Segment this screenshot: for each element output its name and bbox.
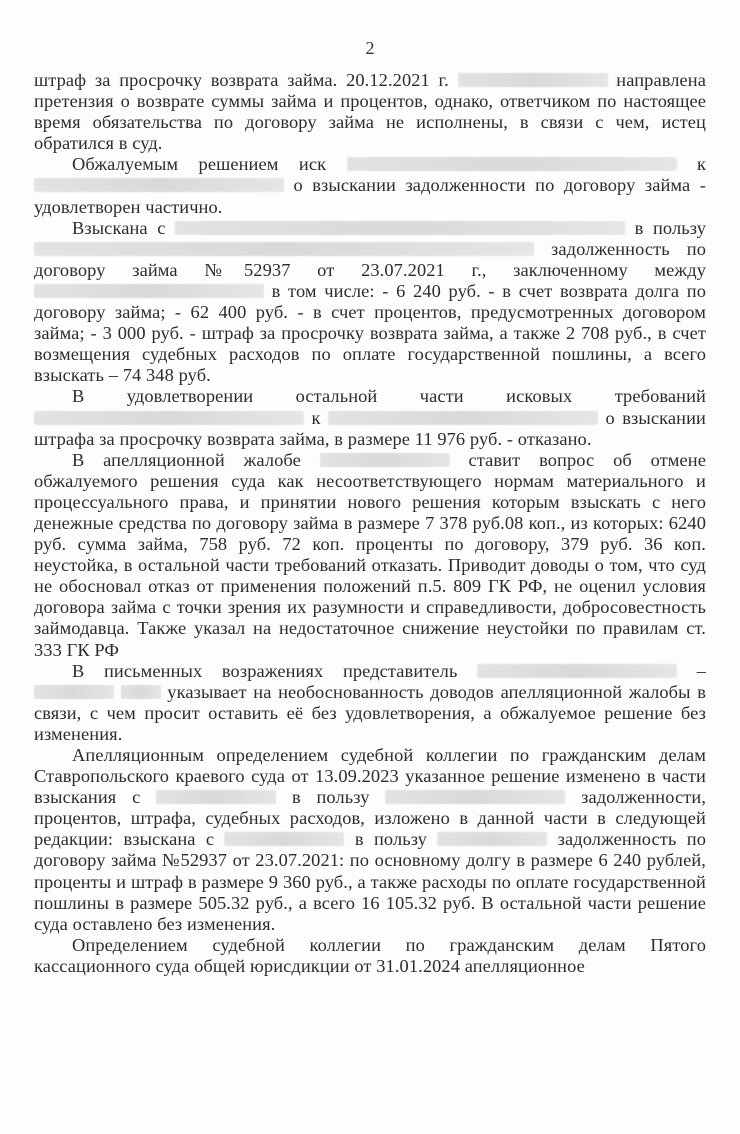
redacted-name bbox=[121, 685, 161, 699]
redacted-name bbox=[34, 685, 114, 699]
paragraph-appellate-ruling bbox=[34, 745, 706, 935]
text-segment: Апелляционным определением судебной коллегии по гражданским делам Ставропольского краевого суда от 13.09.2023 указанное решение изменено в части взыскания с bbox=[34, 745, 706, 808]
redacted-name bbox=[34, 242, 534, 256]
text-segment: о взыскании задолженности по договору займа - удовлетворен частично. bbox=[34, 175, 706, 217]
text-segment: В удовлетворении остальной части исковых требований bbox=[72, 386, 706, 407]
text-segment: задолженности, процентов, штрафа, судебных расходов, изложено в данной части в следующей редакции: взыскана с bbox=[34, 787, 707, 850]
redacted-name bbox=[34, 178, 284, 192]
page-number: 2 bbox=[365, 38, 375, 58]
text-segment: к bbox=[311, 407, 321, 428]
document-body bbox=[34, 70, 706, 977]
text-segment: к bbox=[696, 154, 706, 175]
redacted-name bbox=[458, 73, 608, 87]
redacted-name bbox=[437, 832, 547, 846]
redacted-name bbox=[156, 790, 276, 804]
text-segment: ставит вопрос об отмене обжалуемого решения суда как несоответствующего нормам материального и процессуального права, и принятии нового решения которым взыскать с него денежные средства по договору займа в размере 7 378 руб.08 коп., из которых: 6240 руб. сумма займа, 758 руб. 72 коп. проценты по договору, 379 руб. 36 коп. неустойка, в остальной части требований отказать. Приводит доводы о том, что суд не обосновал отказ от применения положений п.5. 809 ГК РФ, не оценил условия договора займа с точки зрения их разумности и справедливости, добросовестность займодавца. Также указал на недостаточное снижение неустойки по правилам ст. 333 ГК РФ bbox=[34, 449, 707, 660]
text-segment: в пользу bbox=[354, 829, 427, 850]
text-segment: направлена претензия о возврате суммы займа и процентов, однако, ответчиком по настоящее время обязательства по договору займа не исполнены, в связи с чем, истец обратился в суд. bbox=[34, 70, 707, 154]
redacted-name bbox=[34, 284, 264, 298]
redacted-name bbox=[175, 221, 625, 235]
redacted-name bbox=[34, 411, 304, 425]
text-segment: в пользу bbox=[291, 787, 370, 808]
redacted-name bbox=[224, 832, 344, 846]
redacted-name bbox=[347, 157, 677, 171]
text-segment: Определением судебной коллегии по гражданским делам Пятого кассационного суда общей юрисдикции от 31.01.2024 апелляционное bbox=[34, 934, 706, 976]
text-segment: Взыскана с bbox=[72, 217, 166, 238]
paragraph-objections bbox=[34, 661, 706, 745]
paragraph-appeal bbox=[34, 450, 706, 661]
text-segment: задолженность по договору займа №52937 от 23.07.2021: по основному долгу в размере 6 240 рублей, проценты и штраф в размере 9 360 руб., а также расходы по оплате государственной пошлины в размере 505.32 руб., а всего 16 105.32 руб. В остальной части решение суда оставлено без изменения. bbox=[34, 829, 707, 934]
paragraph-refusal bbox=[34, 386, 706, 449]
paragraph-claim bbox=[34, 70, 706, 154]
text-segment: штраф за просрочку возврата займа. 20.12.2021 г. bbox=[34, 70, 449, 90]
text-segment: задолженность по договору займа №52937 от 23.07.2021 г., заключенному между bbox=[34, 238, 706, 280]
text-segment: указывает на необоснованность доводов апелляционной жалобы в связи, с чем просит оставить её без удовлетворения, а обжалуемое решение без изменения. bbox=[34, 681, 706, 744]
text-segment: Обжалуемым решением иск bbox=[72, 154, 327, 175]
text-segment: в том числе: - 6 240 руб. - в счет возврата долга по договору займа; - 62 400 руб. - в счет процентов, предусмотренных договором займа; - 3 000 руб. - штраф за просрочку возврата займа, а также 2 708 руб., в счет возмещения судебных расходов по оплате государственной пошлины, а всего взыскать – 74 348 руб. bbox=[34, 280, 706, 386]
redacted-name bbox=[385, 790, 565, 804]
paragraph-recovery bbox=[34, 218, 706, 387]
text-segment: в пользу bbox=[634, 217, 706, 238]
text-segment: В апелляционной жалобе bbox=[72, 449, 301, 470]
text-segment: В письменных возражениях представитель bbox=[72, 660, 458, 681]
redacted-name bbox=[477, 664, 677, 678]
paragraph-cassation bbox=[34, 935, 706, 977]
text-segment: о взыскании штрафа за просрочку возврата займа, в размере 11 976 руб. - отказано. bbox=[34, 407, 706, 449]
paragraph-decision bbox=[34, 154, 706, 217]
redacted-name bbox=[328, 411, 598, 425]
redacted-name bbox=[320, 453, 450, 467]
text-segment: – bbox=[696, 660, 706, 681]
